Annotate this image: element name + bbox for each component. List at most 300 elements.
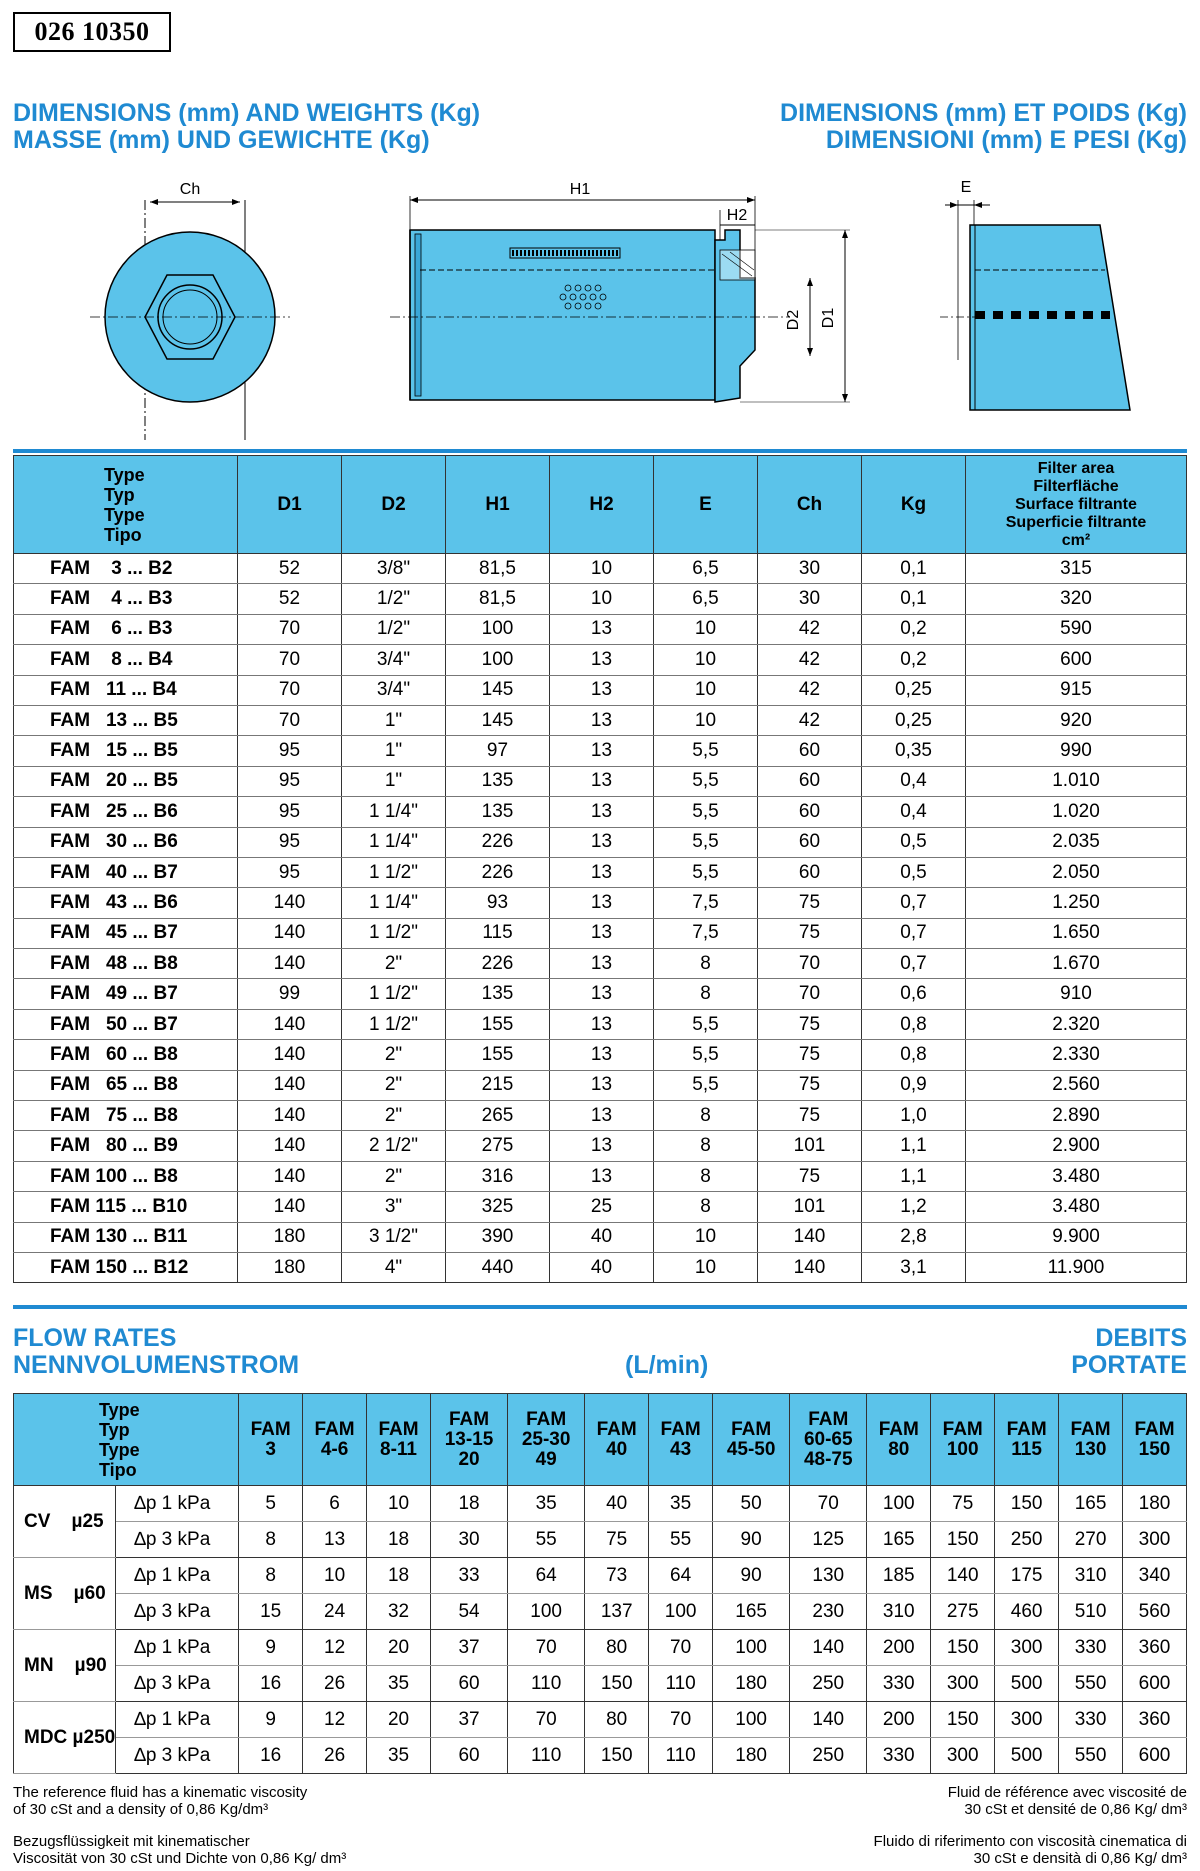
col-header-ch: Ch <box>758 456 862 554</box>
h2-label: H2 <box>726 207 748 224</box>
table-cell: 10 <box>654 1222 758 1252</box>
table-cell: 185 <box>867 1558 931 1594</box>
filter-grade-label: MS µ60 <box>14 1558 116 1630</box>
table-cell: 55 <box>508 1522 585 1558</box>
model-name-cell: FAM 150 ... B12 <box>14 1252 238 1282</box>
table-row <box>14 949 1187 979</box>
table-cell: 180 <box>238 1252 342 1282</box>
table-cell: 70 <box>238 705 342 735</box>
table-cell: 165 <box>867 1522 931 1558</box>
table-cell: 75 <box>758 1070 862 1100</box>
table-cell: 920 <box>966 705 1187 735</box>
table-row <box>14 1222 1187 1252</box>
table-cell: 13 <box>550 705 654 735</box>
table-cell: 10 <box>654 1252 758 1282</box>
table-cell: 90 <box>713 1558 790 1594</box>
table-cell: 140 <box>790 1630 867 1666</box>
table-cell: 0,5 <box>862 827 966 857</box>
table-cell: 140 <box>931 1558 995 1594</box>
table-row <box>14 1486 1187 1522</box>
table-cell: 1/2" <box>342 614 446 644</box>
flow-col-header <box>713 1394 790 1486</box>
table-cell: 910 <box>966 979 1187 1009</box>
type-header-cell <box>14 456 238 554</box>
table-cell: 130 <box>790 1558 867 1594</box>
technical-drawings <box>0 170 1200 440</box>
table-cell: 13 <box>550 1009 654 1039</box>
table-cell: 275 <box>446 1131 550 1161</box>
table-cell: 95 <box>238 857 342 887</box>
table-cell: 500 <box>995 1738 1059 1774</box>
table-cell: 60 <box>758 736 862 766</box>
table-cell: 3/4" <box>342 675 446 705</box>
model-name-cell: FAM 4 ... B3 <box>14 584 238 614</box>
model-name-cell: FAM 25 ... B6 <box>14 797 238 827</box>
table-cell: 2" <box>342 1040 446 1070</box>
table-cell: 2.330 <box>966 1040 1187 1070</box>
flow-col-header-line: 13-15 <box>444 1428 494 1450</box>
table-cell: 42 <box>758 705 862 735</box>
table-cell: 140 <box>238 949 342 979</box>
table-cell: 360 <box>1123 1630 1187 1666</box>
table-cell: 2" <box>342 949 446 979</box>
model-name-cell: FAM 15 ... B5 <box>14 736 238 766</box>
table-cell: 93 <box>446 888 550 918</box>
table-row <box>14 979 1187 1009</box>
header-de: MASSE (mm) UND GEWICHTE (Kg) <box>13 126 430 154</box>
table-cell: 0,2 <box>862 645 966 675</box>
table-cell: 35 <box>367 1666 431 1702</box>
table-cell: 75 <box>585 1522 649 1558</box>
table-cell: 560 <box>1123 1594 1187 1630</box>
table-cell: 110 <box>649 1738 713 1774</box>
col-header-kg: Kg <box>862 456 966 554</box>
table-cell: 100 <box>713 1702 790 1738</box>
table-cell: 140 <box>238 918 342 948</box>
e-label: E <box>960 179 972 196</box>
table-cell: 18 <box>430 1486 507 1522</box>
table-cell: 60 <box>758 827 862 857</box>
model-name-cell: FAM 48 ... B8 <box>14 949 238 979</box>
table-cell: 310 <box>1059 1558 1123 1594</box>
table-cell: 1.020 <box>966 797 1187 827</box>
table-cell: 35 <box>649 1486 713 1522</box>
table-cell: 2.900 <box>966 1131 1187 1161</box>
table-row <box>14 1630 1187 1666</box>
footnote-de-2: Viscosität von 30 cSt und Dichte von 0,86 Kg/ dm³ <box>13 1850 347 1867</box>
table-cell: 16 <box>239 1738 303 1774</box>
table-cell: 0,7 <box>862 888 966 918</box>
table-cell: 10 <box>654 645 758 675</box>
table-cell: 97 <box>446 736 550 766</box>
table-cell: 9 <box>239 1630 303 1666</box>
table-row <box>14 1131 1187 1161</box>
flow-col-header-line: 3 <box>265 1438 276 1460</box>
d2-label: D2 <box>785 309 802 331</box>
table-cell: 140 <box>758 1252 862 1282</box>
table-cell: 2" <box>342 1161 446 1191</box>
flow-type-header-de: Typ <box>99 1419 130 1440</box>
table-cell: 510 <box>1059 1594 1123 1630</box>
table-cell: 150 <box>931 1522 995 1558</box>
table-cell: 600 <box>1123 1738 1187 1774</box>
table-row <box>14 827 1187 857</box>
table-cell: 12 <box>303 1702 367 1738</box>
table-cell: 1.010 <box>966 766 1187 796</box>
table-cell: 300 <box>931 1666 995 1702</box>
flow-title-fr: DEBITS <box>1095 1324 1187 1352</box>
header-fr: DIMENSIONS (mm) ET POIDS (Kg) <box>780 99 1187 127</box>
table-cell: 1 1/4" <box>342 827 446 857</box>
flow-col-header <box>367 1394 431 1486</box>
table-cell: 600 <box>1123 1666 1187 1702</box>
flow-col-header <box>239 1394 303 1486</box>
table-cell: 100 <box>446 645 550 675</box>
table-row <box>14 1522 1187 1558</box>
flow-col-header-line: FAM <box>448 1408 490 1430</box>
h1-label: H1 <box>569 181 591 198</box>
table-cell: 64 <box>508 1558 585 1594</box>
type-header-en: Type <box>104 464 145 485</box>
table-cell: 316 <box>446 1161 550 1191</box>
table-cell: 16 <box>239 1666 303 1702</box>
flow-title-it: PORTATE <box>1071 1351 1187 1379</box>
table-cell: 18 <box>367 1558 431 1594</box>
table-cell: 110 <box>649 1666 713 1702</box>
table-cell: 13 <box>550 888 654 918</box>
flow-col-header <box>867 1394 931 1486</box>
table-cell: 18 <box>367 1522 431 1558</box>
flow-col-header-line: FAM <box>660 1418 701 1440</box>
pressure-drop-label: ∆p 3 kPa <box>116 1738 239 1774</box>
table-cell: 310 <box>867 1594 931 1630</box>
table-cell: 180 <box>713 1666 790 1702</box>
table-cell: 150 <box>585 1738 649 1774</box>
table-cell: 200 <box>867 1630 931 1666</box>
model-name-cell: FAM 20 ... B5 <box>14 766 238 796</box>
flow-col-header-line: 150 <box>1138 1438 1171 1460</box>
table-cell: 5,5 <box>654 1009 758 1039</box>
table-cell: 2.320 <box>966 1009 1187 1039</box>
table-row <box>14 584 1187 614</box>
table-cell: 300 <box>1123 1522 1187 1558</box>
table-cell: 140 <box>238 1070 342 1100</box>
table-row <box>14 1161 1187 1191</box>
table-cell: 10 <box>550 584 654 614</box>
model-name-cell: FAM 60 ... B8 <box>14 1040 238 1070</box>
table-row <box>14 766 1187 796</box>
flow-col-header-line: 8-11 <box>380 1438 417 1460</box>
table-cell: 26 <box>303 1666 367 1702</box>
table-cell: 11.900 <box>966 1252 1187 1282</box>
table-cell: 110 <box>508 1738 585 1774</box>
table-cell: 13 <box>550 827 654 857</box>
table-cell: 26 <box>303 1738 367 1774</box>
flow-col-header <box>1123 1394 1187 1486</box>
model-name-cell: FAM 8 ... B4 <box>14 645 238 675</box>
table-cell: 0,25 <box>862 675 966 705</box>
model-name-cell: FAM 6 ... B3 <box>14 614 238 644</box>
table-cell: 215 <box>446 1070 550 1100</box>
table-cell: 226 <box>446 827 550 857</box>
table-cell: 330 <box>1059 1702 1123 1738</box>
table-cell: 226 <box>446 949 550 979</box>
table-cell: 7,5 <box>654 918 758 948</box>
footnote-fr-2: 30 cSt et densité de 0,86 Kg/ dm³ <box>964 1801 1187 1818</box>
table-cell: 9.900 <box>966 1222 1187 1252</box>
table-cell: 70 <box>649 1702 713 1738</box>
table-cell: 1" <box>342 705 446 735</box>
table-cell: 70 <box>508 1702 585 1738</box>
table-cell: 230 <box>790 1594 867 1630</box>
flow-col-header <box>585 1394 649 1486</box>
table-cell: 95 <box>238 736 342 766</box>
table-cell: 140 <box>238 1009 342 1039</box>
table-cell: 95 <box>238 766 342 796</box>
flow-col-header-line: FAM <box>526 1408 567 1430</box>
table-cell: 42 <box>758 614 862 644</box>
table-cell: 180 <box>713 1738 790 1774</box>
table-cell: 35 <box>508 1486 585 1522</box>
table-cell: 6 <box>303 1486 367 1522</box>
table-cell: 550 <box>1059 1738 1123 1774</box>
pressure-drop-label: ∆p 1 kPa <box>116 1486 239 1522</box>
table-cell: 1.670 <box>966 949 1187 979</box>
flow-header-row <box>14 1394 1187 1486</box>
table-cell: 30 <box>758 584 862 614</box>
flow-col-header-line: FAM <box>942 1418 983 1440</box>
flow-col-header <box>1059 1394 1123 1486</box>
flow-col-header-line: FAM <box>878 1418 919 1440</box>
table-cell: 137 <box>585 1594 649 1630</box>
flow-title-en: FLOW RATES <box>13 1324 177 1352</box>
type-header-de: Typ <box>104 484 135 505</box>
table-cell: 1 1/2" <box>342 1009 446 1039</box>
table-cell: 3/8" <box>342 554 446 584</box>
table-cell: 5 <box>239 1486 303 1522</box>
table-cell: 70 <box>790 1486 867 1522</box>
table-cell: 320 <box>966 584 1187 614</box>
table-cell: 2" <box>342 1070 446 1100</box>
table-cell: 2" <box>342 1101 446 1131</box>
flow-col-header-line: 48-75 <box>803 1448 853 1470</box>
table-cell: 550 <box>1059 1666 1123 1702</box>
flow-col-header-line: 43 <box>670 1438 692 1460</box>
table-cell: 4" <box>342 1252 446 1282</box>
flow-type-header-cell <box>14 1394 239 1486</box>
table-cell: 2.035 <box>966 827 1187 857</box>
flow-col-header-line: 20 <box>458 1448 480 1470</box>
dimensions-header-row <box>14 456 1187 554</box>
table-cell: 440 <box>446 1252 550 1282</box>
area-header-it: Superficie filtrante <box>1005 513 1147 531</box>
col-header-e: E <box>654 456 758 554</box>
table-cell: 5,5 <box>654 857 758 887</box>
table-cell: 1" <box>342 736 446 766</box>
table-cell: 180 <box>238 1222 342 1252</box>
flow-col-header-line: FAM <box>808 1408 849 1430</box>
table-cell: 100 <box>713 1630 790 1666</box>
table-cell: 460 <box>995 1594 1059 1630</box>
table-cell: 250 <box>790 1666 867 1702</box>
flow-col-header-line: 130 <box>1074 1438 1107 1460</box>
table-cell: 3.480 <box>966 1192 1187 1222</box>
table-cell: 5,5 <box>654 1070 758 1100</box>
table-cell: 25 <box>550 1192 654 1222</box>
table-cell: 12 <box>303 1630 367 1666</box>
col-header-d1: D1 <box>238 456 342 554</box>
table-cell: 75 <box>758 1101 862 1131</box>
flow-type-header-en: Type <box>99 1399 140 1420</box>
flow-col-header-line: 100 <box>946 1438 979 1460</box>
table-cell: 360 <box>1123 1702 1187 1738</box>
table-cell: 390 <box>446 1222 550 1252</box>
table-cell: 265 <box>446 1101 550 1131</box>
flow-type-header-fr: Type <box>99 1439 140 1460</box>
flow-col-header-line: FAM <box>250 1418 291 1440</box>
table-cell: 13 <box>550 614 654 644</box>
table-row <box>14 1738 1187 1774</box>
pressure-drop-label: ∆p 3 kPa <box>116 1666 239 1702</box>
table-cell: 150 <box>585 1666 649 1702</box>
table-cell: 140 <box>238 1131 342 1161</box>
table-cell: 75 <box>758 918 862 948</box>
col-header-filter-area <box>966 456 1187 554</box>
footnote-fr-1: Fluid de référence avec viscosité de <box>947 1784 1187 1801</box>
table-cell: 6,5 <box>654 584 758 614</box>
type-header-it: Tipo <box>104 524 142 545</box>
table-cell: 1 1/4" <box>342 797 446 827</box>
table-row <box>14 1702 1187 1738</box>
flow-col-header-line: FAM <box>731 1418 772 1440</box>
d1-label: D1 <box>820 307 837 329</box>
table-cell: 2.050 <box>966 857 1187 887</box>
table-cell: 13 <box>303 1522 367 1558</box>
table-cell: 1 1/2" <box>342 918 446 948</box>
table-cell: 75 <box>758 1040 862 1070</box>
table-cell: 0,5 <box>862 857 966 887</box>
table-cell: 35 <box>367 1738 431 1774</box>
table-cell: 81,5 <box>446 554 550 584</box>
flow-col-header-line: 4-6 <box>320 1438 349 1460</box>
table-cell: 0,7 <box>862 918 966 948</box>
table-cell: 1/2" <box>342 584 446 614</box>
table-cell: 300 <box>931 1738 995 1774</box>
flow-col-header-line: FAM <box>1134 1418 1175 1440</box>
col-header-d2: D2 <box>342 456 446 554</box>
table-cell: 1,0 <box>862 1101 966 1131</box>
flow-title-de: NENNVOLUMENSTROM <box>13 1351 300 1379</box>
table-row <box>14 645 1187 675</box>
table-cell: 8 <box>239 1522 303 1558</box>
table-cell: 600 <box>966 645 1187 675</box>
flow-col-header <box>430 1394 507 1486</box>
detail-view-drawing <box>940 179 1130 410</box>
table-cell: 60 <box>430 1738 507 1774</box>
table-cell: 10 <box>303 1558 367 1594</box>
flow-col-header-line: 60-65 <box>803 1428 853 1450</box>
area-header-unit: cm² <box>1061 531 1091 549</box>
table-cell: 1 1/4" <box>342 888 446 918</box>
table-cell: 13 <box>550 918 654 948</box>
table-cell: 80 <box>585 1630 649 1666</box>
table-cell: 165 <box>713 1594 790 1630</box>
table-cell: 250 <box>995 1522 1059 1558</box>
table-cell: 95 <box>238 827 342 857</box>
table-cell: 6,5 <box>654 554 758 584</box>
table-row <box>14 1666 1187 1702</box>
table-cell: 33 <box>430 1558 507 1594</box>
table-row <box>14 1070 1187 1100</box>
table-cell: 99 <box>238 979 342 1009</box>
filter-grade-label: CV µ25 <box>14 1486 116 1558</box>
flow-col-header-line: FAM <box>314 1418 355 1440</box>
flow-col-header-line: FAM <box>378 1418 419 1440</box>
model-name-cell: FAM 11 ... B4 <box>14 675 238 705</box>
table-cell: 115 <box>446 918 550 948</box>
table-cell: 1" <box>342 766 446 796</box>
table-cell: 8 <box>654 1161 758 1191</box>
table-row <box>14 705 1187 735</box>
table-cell: 8 <box>654 1131 758 1161</box>
table-cell: 155 <box>446 1040 550 1070</box>
table-cell: 125 <box>790 1522 867 1558</box>
model-name-cell: FAM 3 ... B2 <box>14 554 238 584</box>
table-cell: 8 <box>654 1192 758 1222</box>
table-row <box>14 554 1187 584</box>
table-cell: 300 <box>995 1702 1059 1738</box>
table-cell: 13 <box>550 797 654 827</box>
table-cell: 75 <box>758 1009 862 1039</box>
table-cell: 590 <box>966 614 1187 644</box>
table-cell: 13 <box>550 675 654 705</box>
flow-unit: (L/min) <box>625 1351 709 1379</box>
flow-col-header-line: 115 <box>1011 1438 1042 1460</box>
document-code: 026 10350 <box>13 12 171 52</box>
flow-col-header-line: FAM <box>1006 1418 1047 1440</box>
table-cell: 140 <box>238 1101 342 1131</box>
table-cell: 1,1 <box>862 1161 966 1191</box>
table-cell: 1,1 <box>862 1131 966 1161</box>
flow-col-header-line: 80 <box>888 1438 910 1460</box>
filter-grade-label: MDC µ250 <box>14 1702 116 1774</box>
flow-col-header-line: 49 <box>535 1448 557 1470</box>
table-cell: 145 <box>446 705 550 735</box>
table-cell: 3.480 <box>966 1161 1187 1191</box>
table-cell: 100 <box>446 614 550 644</box>
side-view-drawing <box>390 181 850 402</box>
table-cell: 80 <box>585 1702 649 1738</box>
table-cell: 0,6 <box>862 979 966 1009</box>
table-cell: 0,4 <box>862 797 966 827</box>
table-cell: 0,35 <box>862 736 966 766</box>
table-cell: 9 <box>239 1702 303 1738</box>
table-cell: 13 <box>550 979 654 1009</box>
table-cell: 60 <box>758 766 862 796</box>
table-cell: 20 <box>367 1702 431 1738</box>
table-cell: 73 <box>585 1558 649 1594</box>
table-cell: 70 <box>649 1630 713 1666</box>
table-cell: 8 <box>654 949 758 979</box>
table-cell: 8 <box>654 1101 758 1131</box>
table-cell: 100 <box>867 1486 931 1522</box>
model-name-cell: FAM 80 ... B9 <box>14 1131 238 1161</box>
footnote-en-2: of 30 cSt and a density of 0,86 Kg/dm³ <box>13 1801 269 1818</box>
model-name-cell: FAM 50 ... B7 <box>14 1009 238 1039</box>
table-cell: 0,2 <box>862 614 966 644</box>
table-row <box>14 1101 1187 1131</box>
table-row <box>14 1252 1187 1282</box>
